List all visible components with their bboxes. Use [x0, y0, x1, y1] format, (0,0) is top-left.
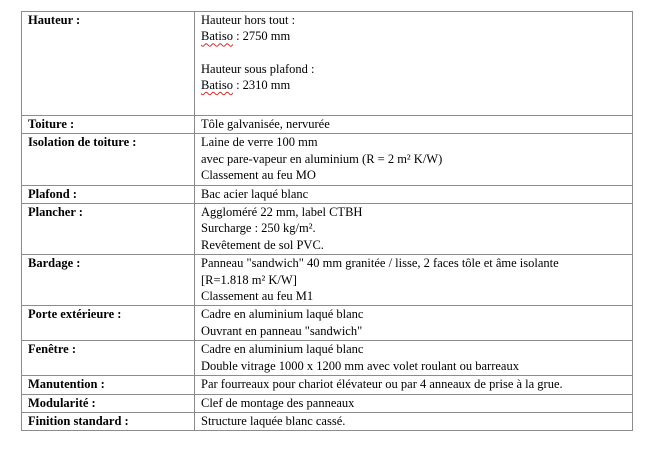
- row-value: [195, 341, 633, 376]
- value-line: Hauteur sous plafond :: [201, 61, 315, 76]
- value-line: Classement au feu MO: [201, 168, 316, 183]
- value-line: Clef de montage des panneaux: [201, 395, 355, 410]
- row-label: Modularité :: [22, 394, 195, 412]
- row-label: Plafond :: [22, 185, 195, 203]
- brand-name: Batiso: [201, 29, 233, 44]
- value-line: Bac acier laqué blanc: [201, 186, 309, 201]
- table-row: [22, 376, 633, 394]
- brand-name: Batiso: [201, 78, 233, 93]
- table-row: [22, 185, 633, 203]
- table-row: [22, 116, 633, 134]
- value-line: [R=1.818 m² K/W]: [201, 272, 297, 287]
- specifications-table: [21, 11, 633, 431]
- table-row: [22, 341, 633, 376]
- table-row: [22, 412, 633, 430]
- value-line: Double vitrage 1000 x 1200 mm avec volet roulant ou barreaux: [201, 358, 519, 373]
- value-line: Panneau "sandwich" 40 mm granitée / lisse, 2 faces tôle et âme isolante: [201, 256, 559, 271]
- value-line: Laine de verre 100 mm: [201, 135, 318, 150]
- value-line: Classement au feu M1: [201, 289, 314, 304]
- table-row: [22, 12, 633, 116]
- table-row: [22, 204, 633, 255]
- row-label: Toiture :: [22, 116, 195, 134]
- row-label: Plancher :: [22, 204, 195, 255]
- table-row: [22, 306, 633, 341]
- row-label: Porte extérieure :: [22, 306, 195, 341]
- table-row: [22, 394, 633, 412]
- row-value: [195, 12, 633, 116]
- table-row: [22, 134, 633, 185]
- value-line: Surcharge : 250 kg/m².: [201, 221, 316, 236]
- value-line: Aggloméré 22 mm, label CTBH: [201, 205, 363, 220]
- row-label: Fenêtre :: [22, 341, 195, 376]
- value-line: Cadre en aluminium laqué blanc: [201, 342, 364, 357]
- row-value: [195, 412, 633, 430]
- value-line: [201, 77, 628, 93]
- row-label: Manutention :: [22, 376, 195, 394]
- height-value: : 2750 mm: [232, 29, 291, 44]
- value-line: Revêtement de sol PVC.: [201, 237, 324, 252]
- row-value: [195, 306, 633, 341]
- row-label: Bardage :: [22, 255, 195, 306]
- value-line: Structure laquée blanc cassé.: [201, 413, 346, 428]
- row-label: Hauteur :: [22, 12, 195, 116]
- value-line: Hauteur hors tout :: [201, 13, 296, 27]
- row-label: Finition standard :: [22, 412, 195, 430]
- value-line: Par fourreaux pour chariot élévateur ou par 4 anneaux de prise à la grue.: [201, 377, 563, 392]
- value-line: [201, 28, 628, 44]
- row-value: [195, 116, 633, 134]
- spacer: [201, 45, 628, 61]
- value-line: Tôle galvanisée, nervurée: [201, 117, 330, 131]
- table-row: [22, 255, 633, 306]
- row-value: [195, 255, 633, 306]
- value-line: avec pare-vapeur en aluminium (R = 2 m² K/W): [201, 151, 443, 166]
- value-line: Cadre en aluminium laqué blanc: [201, 307, 364, 322]
- row-label: Isolation de toiture :: [22, 134, 195, 185]
- row-value: [195, 185, 633, 203]
- row-value: [195, 376, 633, 394]
- row-value: [195, 134, 633, 185]
- height-value: : 2310 mm: [232, 78, 291, 93]
- row-value: [195, 204, 633, 255]
- value-line: Ouvrant en panneau "sandwich": [201, 323, 363, 338]
- row-value: [195, 394, 633, 412]
